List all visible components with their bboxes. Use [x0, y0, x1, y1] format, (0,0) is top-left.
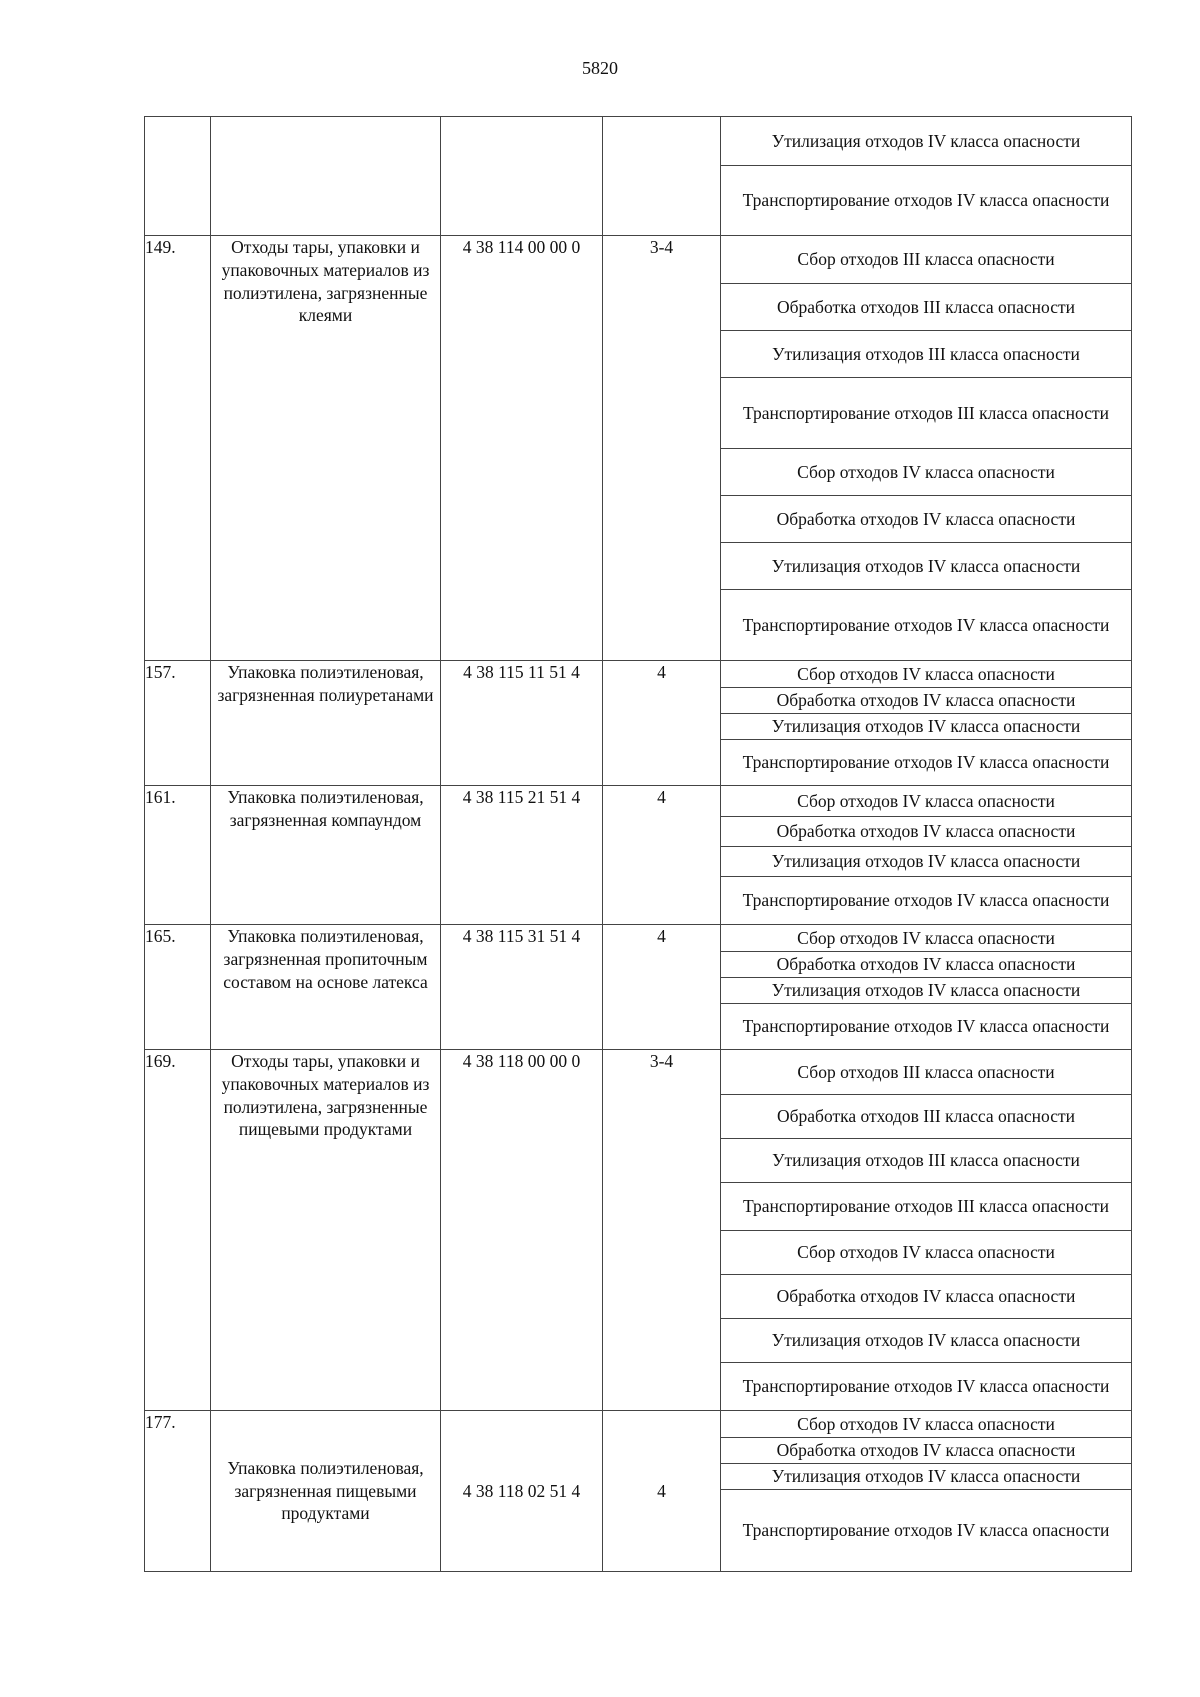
table-row	[145, 236, 1132, 661]
hazard-class: 4	[603, 786, 721, 925]
waste-name: Отходы тары, упаковки и упаковочных материалов из полиэтилена, загрязненные клеями	[211, 236, 441, 661]
activity-item: Утилизация отходов IV класса опасности	[721, 542, 1131, 589]
fkko-code	[441, 117, 603, 236]
activity-item: Утилизация отходов III класса опасности	[721, 330, 1131, 377]
fkko-code: 4 38 118 02 51 4	[441, 1411, 603, 1572]
row-number: 169.	[145, 1050, 211, 1411]
activity-item: Утилизация отходов IV класса опасности	[721, 1318, 1131, 1362]
activity-item: Обработка отходов IV класса опасности	[721, 687, 1131, 713]
table-row	[145, 117, 1132, 236]
activity-item: Обработка отходов III класса опасности	[721, 1094, 1131, 1138]
row-number: 165.	[145, 925, 211, 1050]
activity-item: Обработка отходов IV класса опасности	[721, 495, 1131, 542]
hazard-class: 4	[603, 1411, 721, 1572]
row-number: 161.	[145, 786, 211, 925]
activity-list	[721, 236, 1132, 661]
page-number: 5820	[582, 58, 618, 78]
fkko-code: 4 38 115 31 51 4	[441, 925, 603, 1050]
activity-item: Утилизация отходов III класса опасности	[721, 1138, 1131, 1182]
table-row	[145, 1050, 1132, 1411]
waste-name: Упаковка полиэтиленовая, загрязненная пропиточным составом на основе латекса	[211, 925, 441, 1050]
hazard-class: 3-4	[603, 1050, 721, 1411]
table-row	[145, 1411, 1132, 1572]
hazard-class	[603, 117, 721, 236]
activity-list	[721, 1411, 1132, 1572]
activity-item: Сбор отходов IV класса опасности	[797, 927, 1055, 948]
activity-item: Обработка отходов IV класса опасности	[721, 816, 1131, 846]
waste-name	[211, 117, 441, 236]
activity-item: Утилизация отходов IV класса опасности	[721, 1463, 1131, 1489]
activity-item: Утилизация отходов IV класса опасности	[721, 846, 1131, 876]
hazard-class: 4	[603, 661, 721, 786]
fkko-code: 4 38 118 00 00 0	[441, 1050, 603, 1411]
fkko-code: 4 38 115 11 51 4	[441, 661, 603, 786]
activity-item: Обработка отходов IV класса опасности	[721, 951, 1131, 977]
activity-item: Транспортирование отходов IV класса опасности	[721, 1489, 1131, 1571]
table-row	[145, 925, 1132, 1050]
activity-item: Транспортирование отходов III класса опасности	[721, 1182, 1131, 1230]
activity-item: Сбор отходов IV класса опасности	[721, 448, 1131, 495]
activity-item: Обработка отходов IV класса опасности	[721, 1437, 1131, 1463]
activity-item: Сбор отходов IV класса опасности	[721, 1230, 1131, 1274]
activity-list	[721, 661, 1132, 786]
row-number	[145, 117, 211, 236]
fkko-code: 4 38 114 00 00 0	[441, 236, 603, 661]
activity-item: Транспортирование отходов IV класса опасности	[721, 1003, 1131, 1049]
activity-list	[721, 117, 1132, 236]
row-number: 149.	[145, 236, 211, 661]
waste-activity-table	[144, 116, 1132, 1572]
activity-item: Сбор отходов III класса опасности	[797, 249, 1055, 270]
activity-item: Сбор отходов IV класса опасности	[797, 790, 1055, 811]
activity-item: Транспортирование отходов IV класса опасности	[721, 165, 1131, 235]
row-number: 157.	[145, 661, 211, 786]
table-row	[145, 661, 1132, 786]
waste-name: Упаковка полиэтиленовая, загрязненная полиуретанами	[211, 661, 441, 786]
activity-item: Обработка отходов IV класса опасности	[721, 1274, 1131, 1318]
activity-item: Транспортирование отходов IV класса опасности	[721, 1362, 1131, 1410]
hazard-class: 4	[603, 925, 721, 1050]
waste-name: Отходы тары, упаковки и упаковочных материалов из полиэтилена, загрязненные пищевыми продуктами	[211, 1050, 441, 1411]
activity-item: Утилизация отходов IV класса опасности	[771, 130, 1081, 151]
activity-item: Транспортирование отходов III класса опасности	[721, 377, 1131, 448]
row-number: 177.	[145, 1411, 211, 1572]
hazard-class: 3-4	[603, 236, 721, 661]
activity-item: Утилизация отходов IV класса опасности	[721, 713, 1131, 739]
activity-item: Транспортирование отходов IV класса опасности	[721, 876, 1131, 924]
activity-item: Транспортирование отходов IV класса опасности	[721, 739, 1131, 785]
fkko-code: 4 38 115 21 51 4	[441, 786, 603, 925]
activity-item: Обработка отходов III класса опасности	[721, 283, 1131, 330]
activity-list	[721, 925, 1132, 1050]
waste-name: Упаковка полиэтиленовая, загрязненная пищевыми продуктами	[211, 1411, 441, 1572]
activity-list	[721, 1050, 1132, 1411]
activity-item: Сбор отходов IV класса опасности	[797, 663, 1055, 684]
activity-item: Утилизация отходов IV класса опасности	[721, 977, 1131, 1003]
waste-name: Упаковка полиэтиленовая, загрязненная компаундом	[211, 786, 441, 925]
activity-item: Транспортирование отходов IV класса опасности	[721, 589, 1131, 660]
table-row	[145, 786, 1132, 925]
activity-list	[721, 786, 1132, 925]
activity-item: Сбор отходов IV класса опасности	[797, 1413, 1055, 1434]
activity-item: Сбор отходов III класса опасности	[797, 1061, 1055, 1082]
